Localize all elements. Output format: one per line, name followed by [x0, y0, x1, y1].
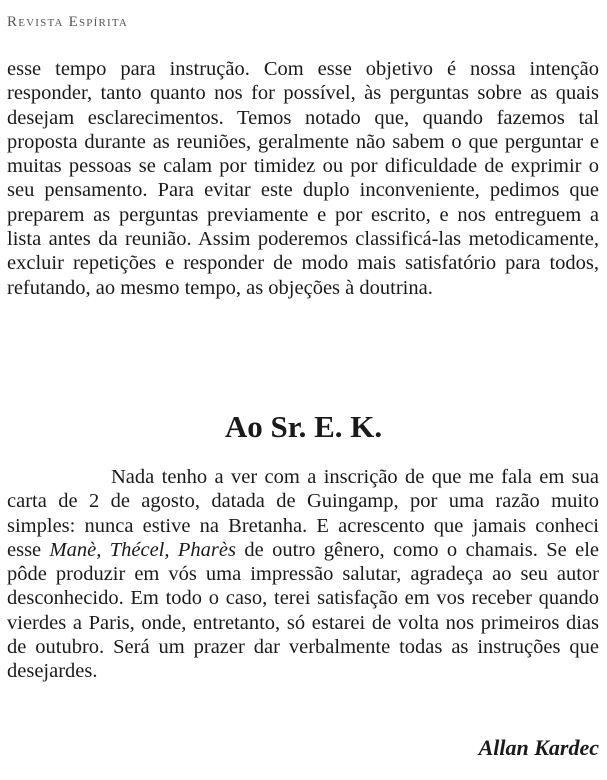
- italic-phrase: Manè, Thécel, Pharès: [49, 538, 236, 561]
- body-text-continuation: [7, 57, 599, 300]
- paragraph-text-start: Nada tenho a ver com a inscrição de que me fala em sua carta de 2 de agosto, datada de Guingamp, por uma razão muito simples: nunca estive na Bretanha. E acrescento que jamais conheci esse: [7, 466, 599, 561]
- paragraph: esse tempo para instrução. Com esse objetivo é nossa intenção responder, tanto quanto nos for possível, às perguntas sobre as quais desejam esclarecimentos. Temos notado que, quando fazemos tal proposta durante as reuniões, geralmente não sabem o que perguntar e muitas pessoas se calam por timidez ou por dificuldade de exprimir o seu pensamento. Para evitar este duplo inconveniente, pedimos que preparem as perguntas previamente e por escrito, e nos entreguem a lista antes da reunião. Assim poderemos classificá-las metodicamente, excluir repetições e responder de modo mais satisfatório para todos, refutando, ao mesmo tempo, as objeções à doutrina.: [7, 58, 599, 299]
- paragraph: [7, 465, 599, 684]
- letter-reply-text: [7, 465, 599, 684]
- paragraph-text-end: de outro gênero, como o chamais. Se ele pôde produzir em vós uma impressão salutar, agradeça ao seu autor desconhecido. Em todo o caso, terei satisfação em vos receber quando vierdes a Paris, onde, entretanto, só estarei de volta nos primeiros dias de outubro. Será um prazer dar verbalmente todas as instruções que desejardes.: [7, 538, 600, 683]
- signature: Allan Kardec: [478, 735, 599, 760]
- running-header: Revista Espírita: [7, 14, 129, 30]
- section-heading: Ao Sr. E. K.: [224, 409, 383, 444]
